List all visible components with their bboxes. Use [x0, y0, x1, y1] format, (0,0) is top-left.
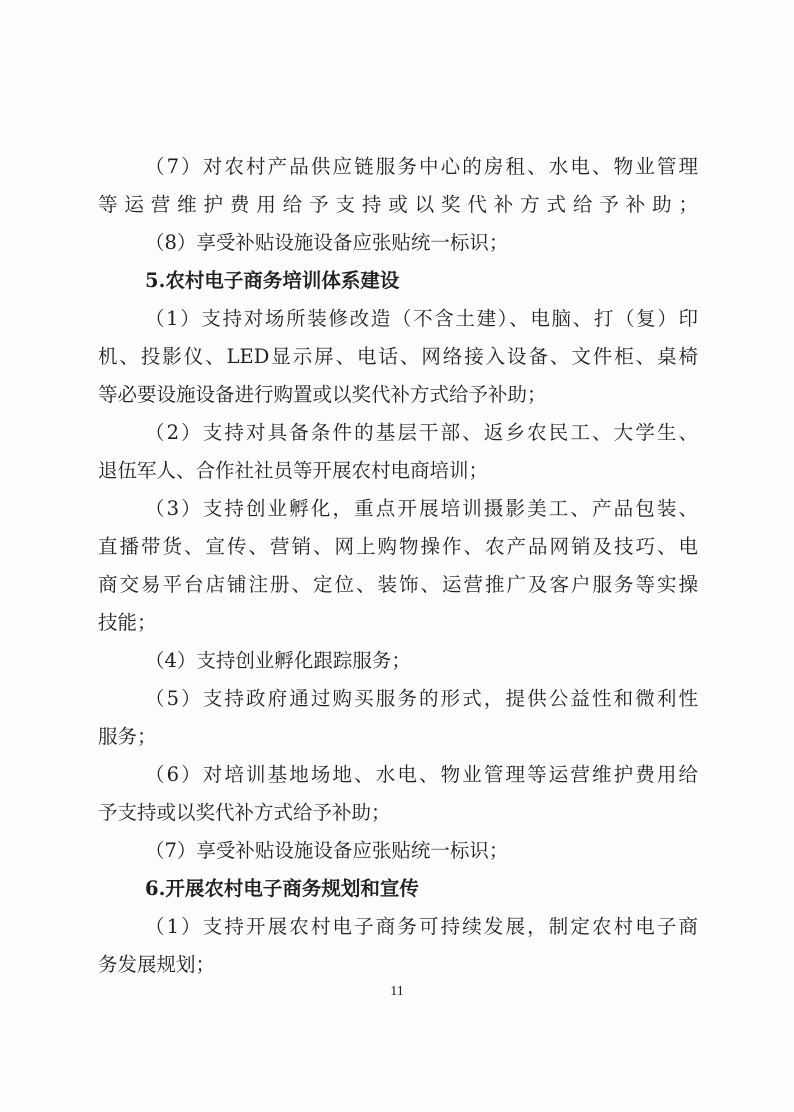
paragraph-line: （7）享受补贴设施设备应张贴统一标识； — [145, 839, 509, 862]
paragraph-line: （4）支持创业孵化跟踪服务； — [145, 649, 411, 672]
paragraph-line: （6）对培训基地场地、水电、物业管理等运营维护费用给 — [145, 763, 698, 786]
paragraph-line: 服务； — [98, 725, 157, 748]
page-number: 11 — [390, 984, 404, 999]
paragraph-line: （3）支持创业孵化，重点开展培训摄影美工、产品包装、 — [145, 497, 698, 520]
paragraph-line: （1）支持对场所装修改造（不含土建）、电脑、打（复）印 — [145, 307, 698, 330]
paragraph-line: 等运营维护费用给予支持或以奖代补方式给予补助； — [98, 193, 698, 216]
paragraph-line: 直播带货、宣传、营销、网上购物操作、农产品网销及技巧、电 — [98, 535, 698, 558]
paragraph-line: （2）支持对具备条件的基层干部、返乡农民工、大学生、 — [145, 421, 698, 444]
paragraph-line: 退伍军人、合作社社员等开展农村电商培训； — [98, 459, 489, 482]
paragraph-line: （8）享受补贴设施设备应张贴统一标识； — [145, 231, 509, 254]
paragraph-line: 商交易平台店铺注册、定位、装饰、运营推广及客户服务等实操 — [98, 573, 698, 596]
paragraph-line: 予支持或以奖代补方式给予补助； — [98, 801, 391, 824]
paragraph-line: （5）支持政府通过购买服务的形式，提供公益性和微利性 — [145, 687, 698, 710]
paragraph-line: 等必要设施设备进行购置或以奖代补方式给予补助； — [98, 383, 547, 406]
paragraph-line: 机、投影仪、LED显示屏、电话、网络接入设备、文件柜、桌椅 — [98, 345, 698, 368]
section-heading: 6.开展农村电子商务规划和宣传 — [145, 877, 419, 900]
paragraph-line: （1）支持开展农村电子商务可持续发展，制定农村电子商 — [145, 915, 698, 938]
section-heading: 5.农村电子商务培训体系建设 — [145, 269, 400, 292]
paragraph-line: 技能； — [98, 611, 157, 634]
paragraph-line: 务发展规划； — [98, 953, 216, 976]
paragraph-line: （7）对农村产品供应链服务中心的房租、水电、物业管理 — [145, 155, 698, 178]
